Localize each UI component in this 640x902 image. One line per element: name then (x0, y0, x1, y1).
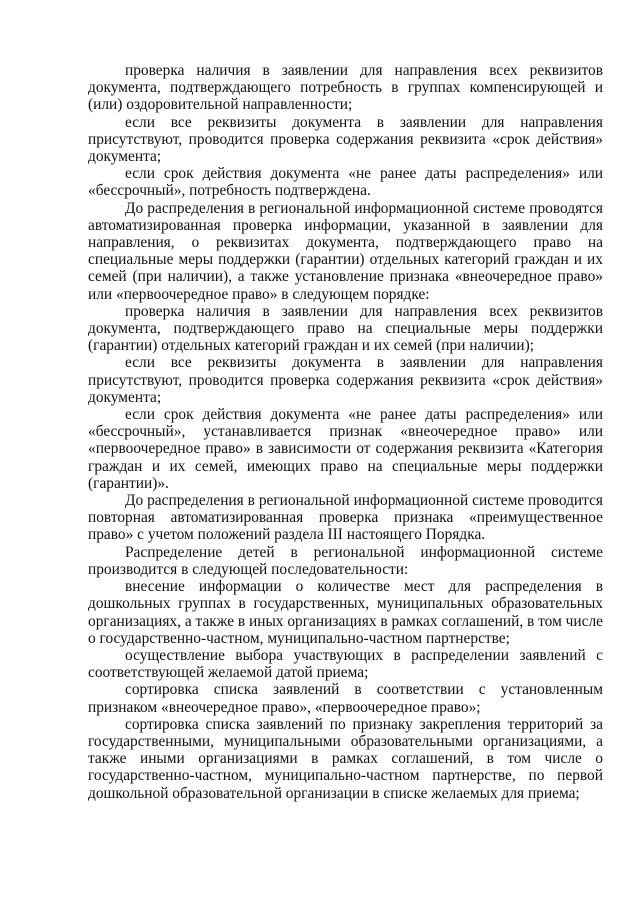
paragraph: если срок действия документа «не ранее даты распределения» или «бессрочный», устанавливается признак «внеочередное право» или «первоочередное право» в зависимости от содержания реквизита «Категория граждан и их семей, имеющих право на специальные меры поддержки (гарантии)». (88, 406, 603, 492)
paragraph: если все реквизиты документа в заявлении для направления присутствуют, проводится проверка содержания реквизита «срок действия» документа; (88, 354, 603, 406)
paragraph: если срок действия документа «не ранее даты распределения» или «бессрочный», потребность подтверждена. (88, 165, 603, 200)
paragraph: До распределения в региональной информационной системе проводятся автоматизированная проверка информации, указанной в заявлении для направления, о реквизитах документа, подтверждающего право на специальные меры поддержки (гарантии) отдельных категорий граждан и их семей (при наличии), а также установление признака «внеочередное право» или «первоочередное право» в следующем порядке: (88, 199, 603, 303)
paragraph: проверка наличия в заявлении для направления всех реквизитов документа, подтверждающего потребность в группах компенсирующей и (или) оздоровительной направленности; (88, 62, 603, 114)
paragraph: сортировка списка заявлений в соответствии с установленным признаком «внеочередное право», «первоочередное право»; (88, 681, 603, 716)
paragraph: сортировка списка заявлений по признаку закрепления территорий за государственными, муниципальными образовательными организациями, а также иными организациями в рамках соглашений, в том числе о государственно-частном, муниципально-частном партнерстве, по первой дошкольной образовательной организации в списке желаемых для приема; (88, 715, 603, 802)
paragraph: Распределение детей в региональной информационной системе производится в следующей последовательности: (88, 543, 603, 578)
paragraph: До распределения в региональной информационной системе проводится повторная автоматизированная проверка признака «преимущественное право» с учетом положений раздела III настоящего Порядка. (88, 492, 603, 544)
paragraph: если все реквизиты документа в заявлении для направления присутствуют, проводится проверка содержания реквизита «срок действия» документа; (88, 113, 603, 166)
paragraph: внесение информации о количестве мест для распределения в дошкольных группах в государственных, муниципальных образовательных организациях, а также в иных организациях в рамках соглашений, в том числе о государственно-частном, муниципально-частном партнерстве; (88, 578, 603, 647)
paragraph: осуществление выбора участвующих в распределении заявлений с соответствующей желаемой датой приема; (88, 646, 603, 682)
document-page (88, 62, 603, 802)
paragraph: проверка наличия в заявлении для направления всех реквизитов документа, подтверждающего право на специальные меры поддержки (гарантии) отдельных категорий граждан и их семей (при наличии); (88, 302, 603, 355)
